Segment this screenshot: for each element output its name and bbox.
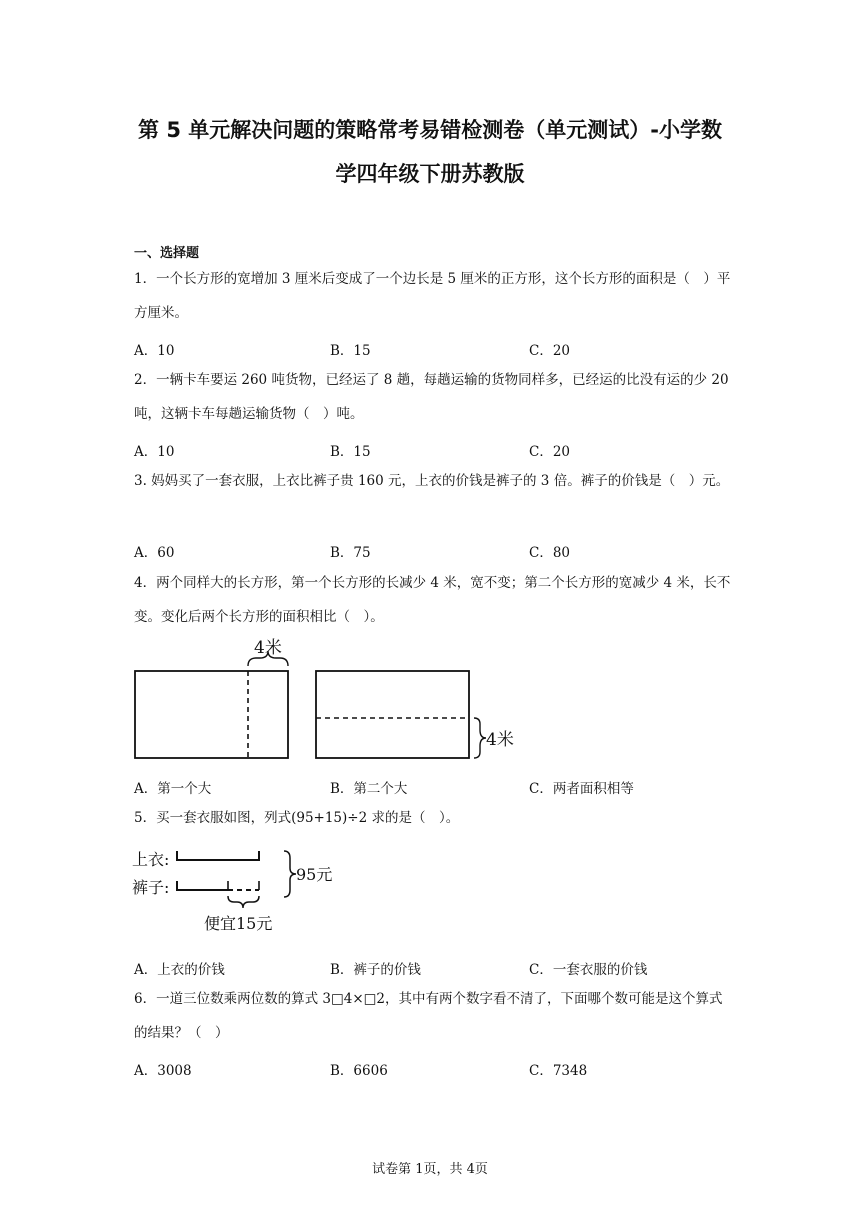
question-1-option-a[interactable]: A．10 [134, 343, 175, 359]
question-6-text: 6．一道三位数乘两位数的算式 3□4×□2，其中有两个数字看不清了，下面哪个数可能是这个算式的结果？（ ） [134, 991, 723, 1041]
question-6-options [134, 1059, 734, 1081]
question-5-options [134, 958, 734, 980]
question-2-option-a[interactable]: A．10 [134, 444, 175, 460]
question-5-figure [128, 840, 368, 945]
question-5-option-c[interactable]: C．一套衣服的价钱 [529, 962, 648, 978]
question-2-text: 2．一辆卡车要运 260 吨货物，已经运了 8 趟，每趟运输的货物同样多，已经运的比没有运的少 20 吨，这辆卡车每趟运输货物（ ）吨。 [134, 372, 729, 422]
section-heading: 一、选择题 [134, 246, 200, 261]
question-3-option-a[interactable]: A．60 [134, 545, 175, 561]
question-4-options [134, 777, 734, 799]
question-3-option-c[interactable]: C．80 [529, 545, 571, 561]
label-95-yuan: 95元 [296, 865, 333, 884]
label-cheaper-15: 便宜15元 [204, 914, 273, 933]
question-4-option-a[interactable]: A．第一个大 [134, 781, 212, 797]
question-5-option-b[interactable]: B．裤子的价钱 [330, 962, 421, 978]
rectangle-2 [316, 671, 469, 758]
question-3-text: 3. 妈妈买了一套衣服，上衣比裤子贵 160 元，上衣的价钱是裤子的 3 倍。裤子的价钱是（ ）元。 [134, 473, 730, 489]
question-3-option-b[interactable]: B．75 [330, 545, 371, 561]
question-2-option-c[interactable]: C．20 [529, 444, 571, 460]
question-2-options [134, 440, 734, 462]
page-title-line-1: 第 5 单元解决问题的策略常考易错检测卷（单元测试）-小学数 [138, 118, 722, 142]
question-1-options [134, 339, 734, 361]
page-footer: 试卷第 1页，共 4页 [372, 1162, 488, 1177]
page-title-line-2: 学四年级下册苏教版 [335, 162, 525, 186]
question-6-option-c[interactable]: C．7348 [529, 1063, 588, 1079]
coat-bar [177, 851, 259, 860]
question-4-figure [120, 638, 520, 768]
question-1-text: 1．一个长方形的宽增加 3 厘米后变成了一个边长是 5 厘米的正方形，这个长方形的面积是（ ）平方厘米。 [134, 271, 731, 321]
label-4m-top: 4米 [254, 638, 282, 658]
question-3-options [134, 541, 734, 563]
question-4-option-c[interactable]: C．两者面积相等 [529, 781, 634, 797]
question-6-option-a[interactable]: A．3008 [134, 1063, 192, 1079]
brace-side [474, 718, 486, 758]
question-1-option-b[interactable]: B．15 [330, 343, 371, 359]
question-5-option-a[interactable]: A．上衣的价钱 [134, 962, 225, 978]
brace-difference [228, 896, 259, 908]
brace-total [284, 851, 296, 897]
question-5-text: 5．买一套衣服如图，列式(95+15)÷2 求的是（ ）。 [134, 810, 460, 826]
question-4-text: 4．两个同样大的长方形，第一个长方形的长减少 4 米，宽不变；第二个长方形的宽减少 4 米，长不变。变化后两个长方形的面积相比（ ）。 [134, 575, 731, 625]
label-coat: 上衣: [132, 850, 170, 869]
pants-bar [177, 881, 228, 890]
question-1-option-c[interactable]: C．20 [529, 343, 571, 359]
question-6-option-b[interactable]: B．6606 [330, 1063, 388, 1079]
label-4m-side: 4米 [486, 730, 514, 750]
rectangle-1 [135, 671, 288, 758]
label-pants: 裤子: [132, 878, 170, 897]
question-2-option-b[interactable]: B．15 [330, 444, 371, 460]
question-4-option-b[interactable]: B．第二个大 [330, 781, 408, 797]
